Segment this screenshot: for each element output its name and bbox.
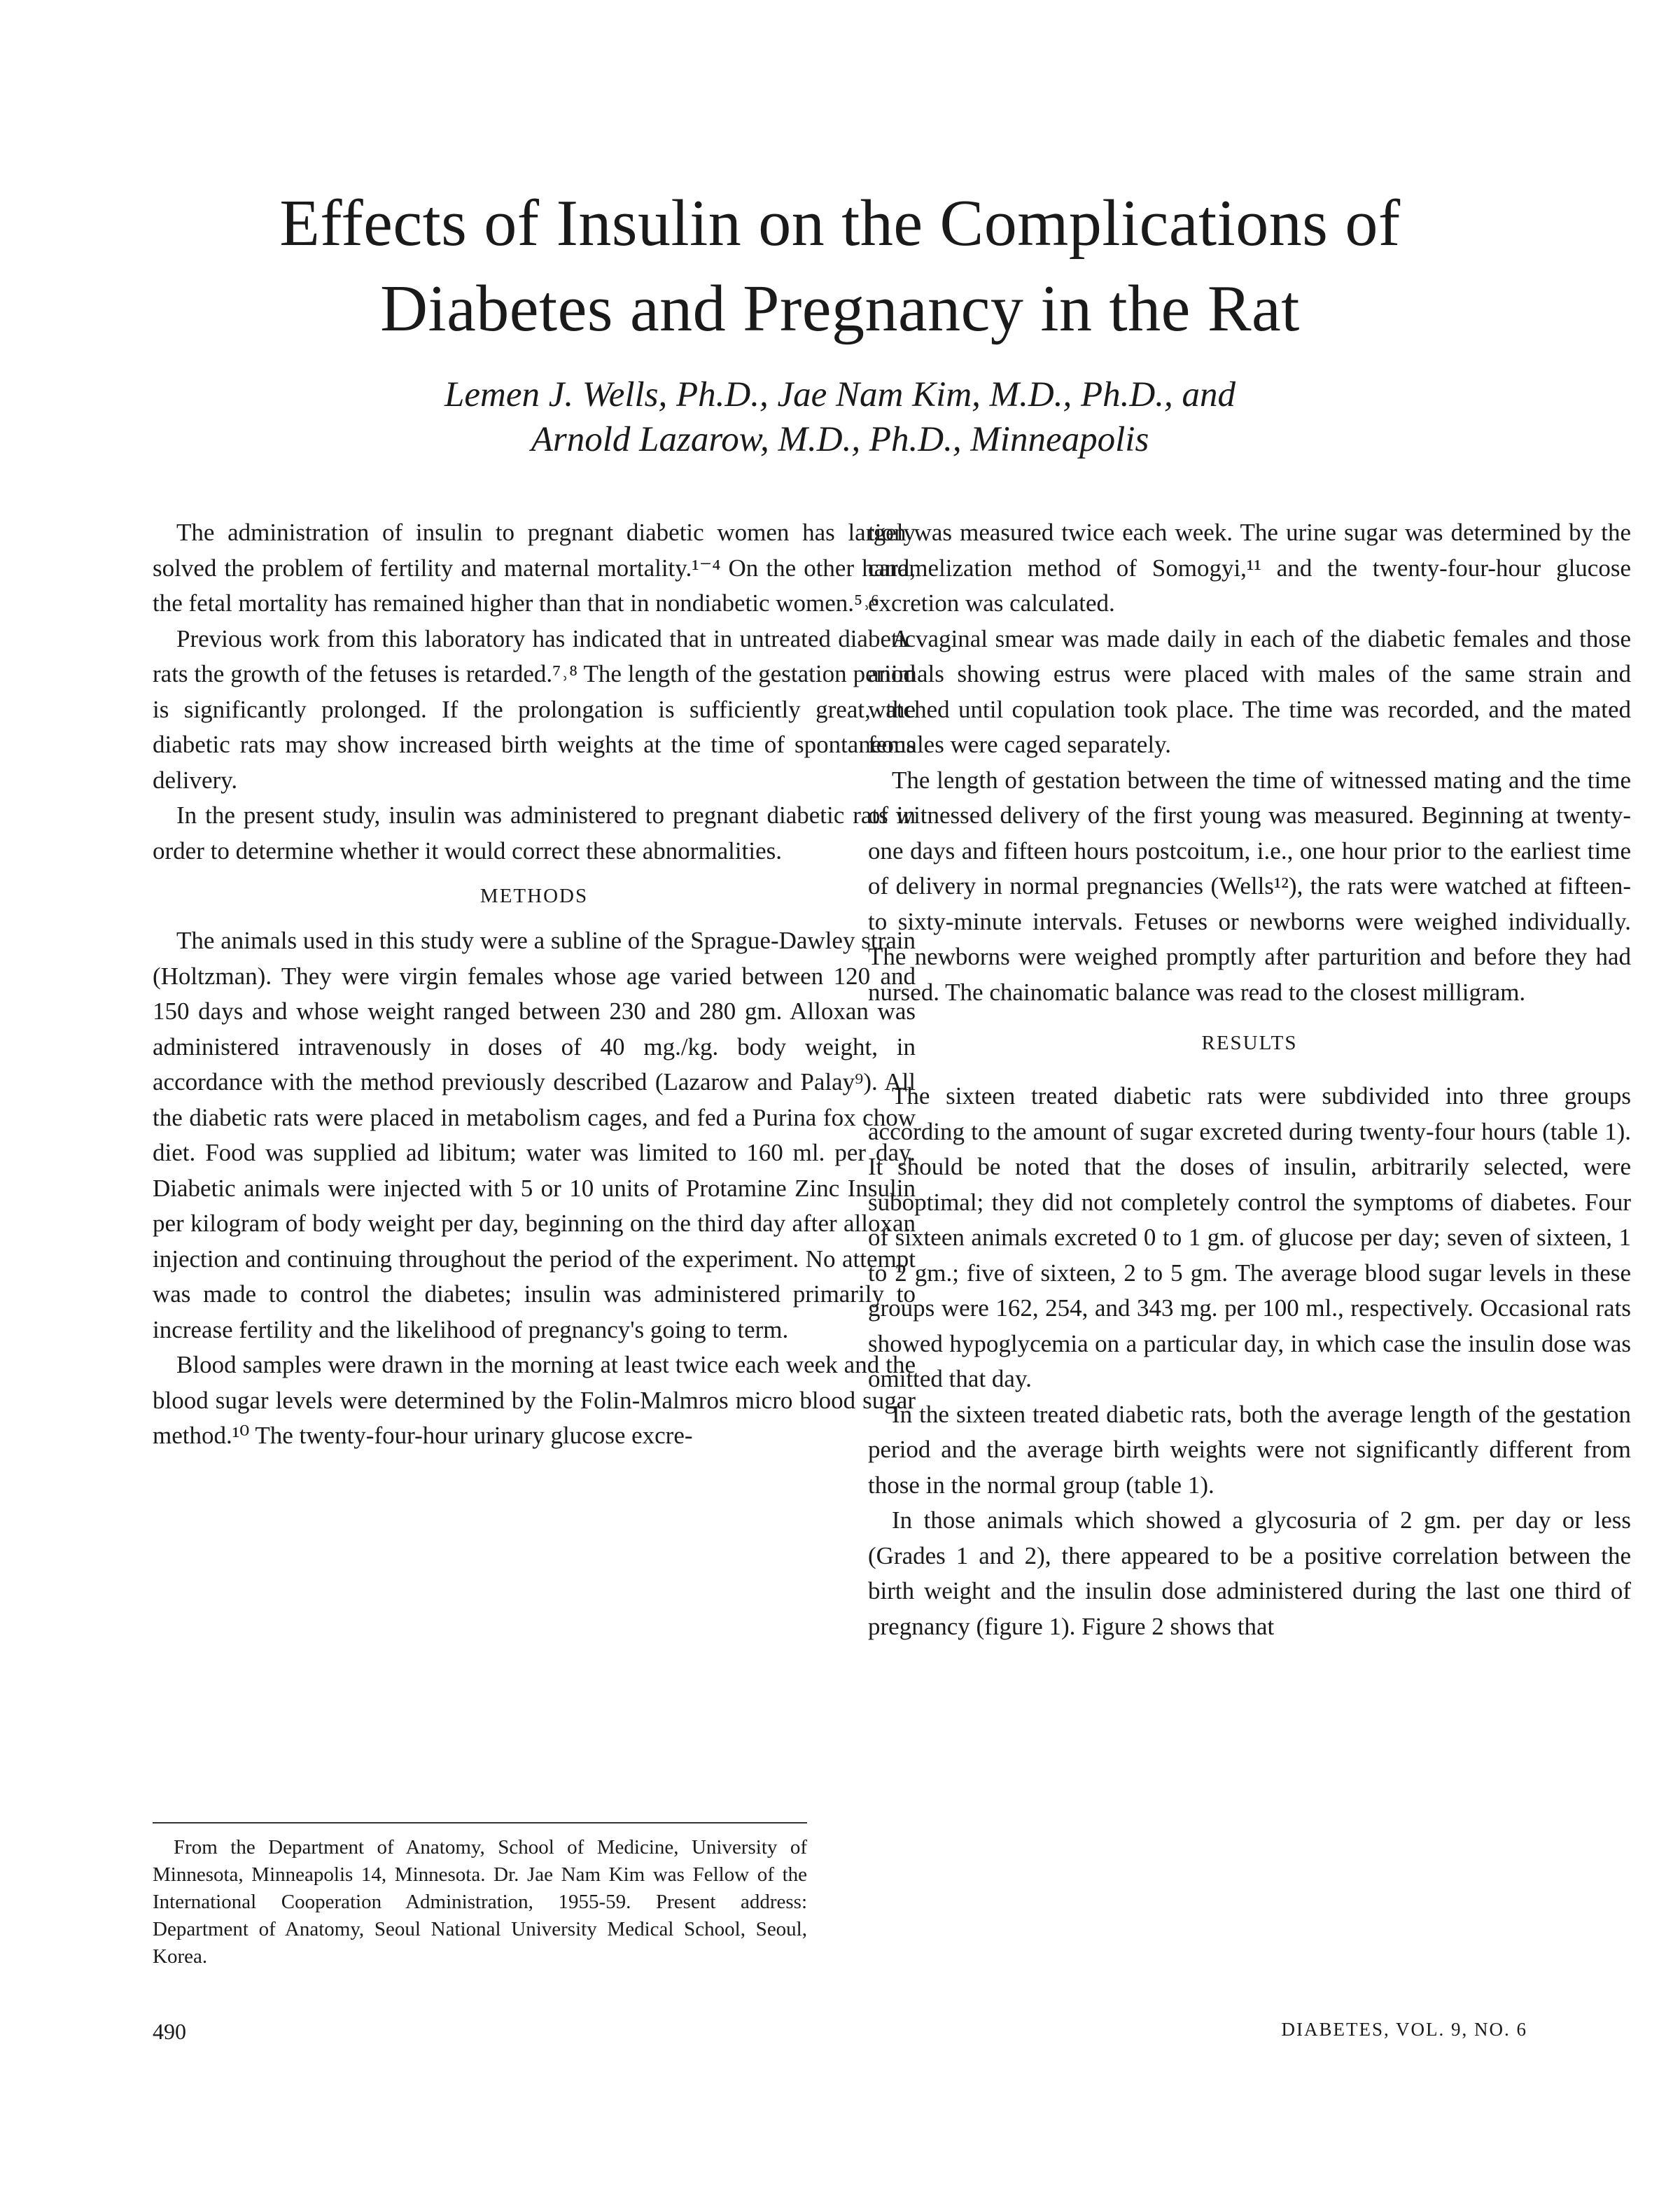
authors-line-1: Lemen J. Wells, Ph.D., Jae Nam Kim, M.D., Ph.D., and xyxy=(444,375,1236,414)
author-byline xyxy=(0,372,1680,462)
methods-heading: METHODS xyxy=(479,885,589,907)
title-line-1: Effects of Insulin on the Complications of xyxy=(279,187,1401,260)
page-number: 490 xyxy=(153,2019,186,2044)
paragraph: The sixteen treated diabetic rats were subdivided into three groups according to the amount of sugar excreted during twenty-four hours (table 1). It should be noted that the doses of insulin, arbitrarily selected, were suboptimal; they did not completely control the symptoms of diabetes. Four of sixteen animals excreted 0 to 1 gm. of glucose per day; seven of sixteen, 1 to 2 gm.; five of sixteen, 2 to 5 gm. The average blood sugar levels in these groups were 162, 254, and 343 mg. per 100 ml., respectively. Occasional rats showed hypoglycemia on a particular day, in which case the insulin dose was omitted that day. xyxy=(868,1082,1631,1392)
right-column xyxy=(868,515,1631,1644)
paragraph: In the present study, insulin was administered to pregnant diabetic rats in order to determine whether it would correct these abnormalities. xyxy=(153,802,916,864)
paragraph: Previous work from this laboratory has indicated that in untreated diabetic rats the growth of the fetuses is retarded.⁷˒⁸ The length of the gestation period is significantly prolonged. If the prolongation is sufficiently great, the diabetic rats may show increased birth weights at the time of spontaneous delivery. xyxy=(153,624,916,794)
left-column xyxy=(153,515,916,1454)
paragraph: The length of gestation between the time of witnessed mating and the time of witnessed delivery of the first young was measured. Beginning at twenty-one days and fifteen hours postcoitum, i.e., one hour prior to the earliest time of delivery in normal pregnancies (Wells¹²), the rats were watched at fifteen- to sixty-minute intervals. Fetuses or newborns were weighed individually. The newborns were weighed promptly after parturition and before they had nursed. The chainomatic balance was read to the closest milligram. xyxy=(868,766,1631,1006)
authors-line-2: Arnold Lazarow, M.D., Ph.D., Minneapolis xyxy=(531,420,1149,459)
results-heading: RESULTS xyxy=(1201,1032,1298,1054)
article-title xyxy=(0,181,1680,351)
paragraph: A vaginal smear was made daily in each of the diabetic females and those animals showing estrus were placed with males of the same strain and watched until copulation took place. The time was recorded, and the mated females were caged separately. xyxy=(868,624,1631,758)
affiliation-footnote: From the Department of Anatomy, School of Medicine, University of Minnesota, Minneapolis 14, Minnesota. Dr. Jae Nam Kim was Fellow of the International Cooperation Administration, 1955-59. Present address: Department of Anatomy, Seoul National University Medical School, Seoul, Korea. xyxy=(153,1836,807,1968)
paragraph: Blood samples were drawn in the morning at least twice each week and the blood sugar levels were determined by the Folin-Malmros micro blood sugar method.¹⁰ The twenty-four-hour urinary glucose excre- xyxy=(153,1351,916,1449)
paragraph-continued: tion was measured twice each week. The urine sugar was determined by the caramelization method of Somogyi,¹¹ and the twenty-four-hour glucose excretion was calculated. xyxy=(868,519,1631,617)
paragraph: In those animals which showed a glycosuria of 2 gm. per day or less (Grades 1 and 2), there appeared to be a positive correlation between the birth weight and the insulin dose administered during the last one third of pregnancy (figure 1). Figure 2 shows that xyxy=(868,1506,1631,1640)
journal-citation: DIABETES, VOL. 9, NO. 6 xyxy=(1281,2019,1527,2040)
footnote-divider xyxy=(153,1822,807,1823)
title-line-2: Diabetes and Pregnancy in the Rat xyxy=(380,272,1300,345)
paragraph: In the sixteen treated diabetic rats, both the average length of the gestation period and the average birth weights were not significantly different from those in the normal group (table 1). xyxy=(868,1400,1631,1499)
paragraph: The animals used in this study were a subline of the Sprague-Dawley strain (Holtzman). They were virgin females whose age varied between 120 and 150 days and whose weight ranged between 230 and 280 gm. Alloxan was administered intravenously in doses of 40 mg./kg. body weight, in accordance with the method previously described (Lazarow and Palay⁹). All the diabetic rats were placed in metabolism cages, and fed a Purina fox chow diet. Food was supplied ad libitum; water was limited to 160 ml. per day. Diabetic animals were injected with 5 or 10 units of Protamine Zinc Insulin per kilogram of body weight per day, beginning on the third day after alloxan injection and continuing throughout the period of the experiment. No attempt was made to control the diabetes; insulin was administered primarily to increase fertility and the likelihood of pregnancy's going to term. xyxy=(153,927,916,1343)
paragraph: The administration of insulin to pregnant diabetic women has largely solved the problem of fertility and maternal mortality.¹⁻⁴ On the other hand, the fetal mortality has remained higher than that in nondiabetic women.⁵˒⁶ xyxy=(153,519,916,617)
